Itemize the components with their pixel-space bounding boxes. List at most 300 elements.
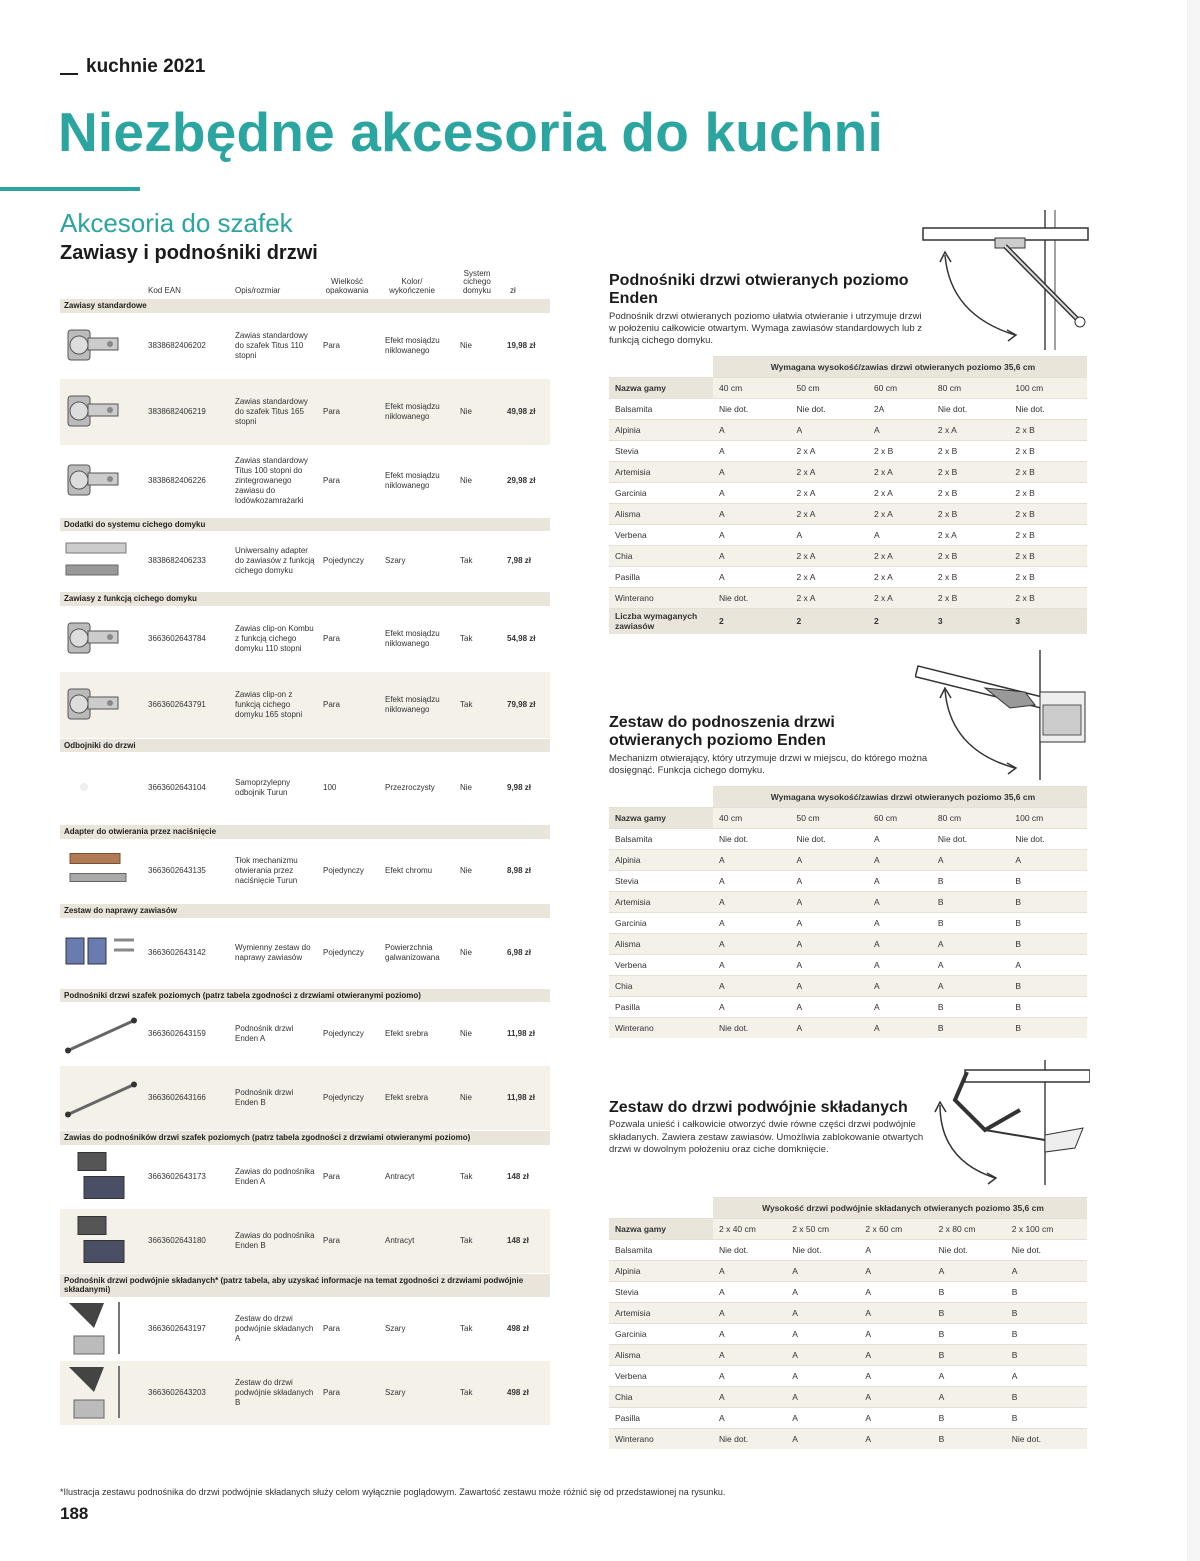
product-image-hinge (64, 320, 136, 372)
product-desc: Zawias clip-on Kombu z funkcją cichego domyku 110 stopni (235, 623, 314, 653)
compat-range-name: Alpinia (609, 419, 713, 440)
compat-cell: A (859, 1344, 932, 1365)
compat-row (609, 1281, 1087, 1302)
compat-row (609, 975, 1087, 996)
enden-lift-set-illustration (915, 650, 1095, 780)
compat-cell: A (868, 996, 932, 1017)
compat-cell: Nie dot. (790, 828, 867, 849)
compat-cell: A (1006, 1365, 1087, 1386)
product-row (60, 1145, 550, 1209)
compat-3-desc: Pozwala unieść i całkowicie otworzyć dwie równe części drzwi podwójnie składanych. Zawiera zestaw zawiasów. Umożliwia zablokowanie otwartych drzwi w dowolnym położeniu oraz ciche domknięcie. (609, 1119, 924, 1156)
compat-cell: A (790, 524, 867, 545)
compat-range-name: Alisma (609, 503, 713, 524)
compat-corner (609, 1197, 713, 1218)
compat-size-row (609, 377, 1087, 398)
product-price: 29,98 zł (507, 475, 536, 485)
compat-cell: 2 x A (932, 524, 1009, 545)
product-price: 148 zł (507, 1235, 529, 1245)
compat-cell: A (786, 1407, 859, 1428)
compat-header: Wymagana wysokość/zawias drzwi otwieranych poziomo 35,6 cm (713, 786, 1087, 807)
compat-cell: B (933, 1281, 1006, 1302)
compat-range-name: Winterano (609, 1017, 713, 1038)
compat-cell: A (786, 1344, 859, 1365)
compat-row (609, 891, 1087, 912)
product-desc: Zestaw do drzwi podwójnie składanych A (235, 1313, 314, 1343)
product-pack: Pojedynczy (323, 865, 364, 875)
compat-range-name: Verbena (609, 1365, 713, 1386)
product-system: Tak (460, 1171, 473, 1181)
product-system: Tak (460, 1387, 473, 1397)
compat-cell: 2 x B (932, 587, 1009, 608)
product-image-repair (64, 932, 136, 974)
product-system: Nie (460, 1093, 473, 1103)
compat-cell: 2 x B (932, 482, 1009, 503)
product-category: Zawias do podnośników drzwi szafek poziomych (patrz tabela zgodności z drzwiami otwieranymi poziomo) (60, 1131, 550, 1145)
compat-cell: 2 x A (790, 503, 867, 524)
product-row (60, 445, 550, 517)
product-pack: Para (323, 406, 340, 416)
product-ean: 3838682406226 (148, 475, 206, 485)
compat-row (609, 419, 1087, 440)
compat-cell: 2 x B (1009, 524, 1087, 545)
compat-cell: 2 x A (790, 587, 867, 608)
product-image-lift (64, 1011, 136, 1058)
product-table (60, 264, 550, 1425)
product-price: 54,98 zł (507, 633, 536, 643)
product-color: Efekt mosiądzu niklowanego (385, 470, 440, 490)
compat-cell: B (1006, 1281, 1087, 1302)
product-category: Podnośniki drzwi szafek poziomych (patrz tabela zgodności z drzwiami otwieranymi poziomo) (60, 989, 550, 1003)
compat-total-label: Liczba wymaganych zawiasów (609, 608, 713, 634)
compat-cell: A (713, 461, 790, 482)
compat-section-2-text (609, 714, 929, 777)
product-color: Efekt mosiądzu niklowanego (385, 335, 440, 355)
compat-1-desc: Podnośnik drzwi otwieranych poziomo ułatwia otwieranie i utrzymuje drzwi w położeniu całkowicie otwartym. Wymaga zawiasów standardowych lub z funkcją cichego domyku. (609, 310, 923, 347)
product-desc: Zawias standardowy do szafek Titus 110 stopni (235, 330, 308, 360)
compat-cell: B (1006, 1323, 1087, 1344)
compat-cell: B (933, 1323, 1006, 1344)
compat-range-name: Verbena (609, 954, 713, 975)
compat-cell: A (790, 933, 867, 954)
compat-cell: A (1009, 954, 1087, 975)
compat-cell: A (932, 933, 1009, 954)
compat-cell: A (868, 933, 932, 954)
product-ean: 3663602643791 (148, 699, 206, 709)
col-pack: Wielkość opakowania (325, 277, 369, 296)
compat-cell: Nie dot. (932, 828, 1009, 849)
product-price: 79,98 zł (507, 699, 536, 709)
product-system: Nie (460, 475, 473, 485)
compat-size-row (609, 1218, 1087, 1239)
product-image-hinge (64, 386, 136, 438)
compat-cell: A (868, 1017, 932, 1038)
compat-corner (609, 786, 713, 807)
compat-cell: A (868, 954, 932, 975)
product-row (60, 379, 550, 445)
compat-cell: B (1009, 933, 1087, 954)
compat-cell: Nie dot. (713, 1239, 786, 1260)
compat-cell: B (933, 1344, 1006, 1365)
product-desc: Zawias clip-on z funkcją cichego domyku 165 stopni (235, 689, 303, 719)
compat-cell: 2 x A (868, 545, 932, 566)
product-price: 11,98 zł (507, 1093, 536, 1103)
product-system: Tak (460, 633, 473, 643)
compat-range-name: Pasilla (609, 566, 713, 587)
compat-cell: A (868, 419, 932, 440)
product-desc: Wymienny zestaw do naprawy zawiasów (235, 942, 311, 962)
compat-table-3 (609, 1197, 1087, 1449)
product-system: Tak (460, 1323, 473, 1333)
product-desc: Zestaw do drzwi podwójnie składanych B (235, 1377, 314, 1407)
compat-range-name: Verbena (609, 524, 713, 545)
compat-cell: A (868, 870, 932, 891)
product-desc: Podnośnik drzwi Enden B (235, 1088, 294, 1108)
product-row (60, 1209, 550, 1273)
compat-cell: 2 x A (790, 566, 867, 587)
product-image-hinge (64, 455, 136, 507)
product-category: Dodatki do systemu cichego domyku (60, 518, 550, 532)
compat-cell: 2 x A (868, 503, 932, 524)
product-color: Efekt mosiądzu niklowanego (385, 401, 440, 421)
product-pack: Para (323, 1323, 340, 1333)
compat-range-name: Garcinia (609, 912, 713, 933)
compat-cell: B (1009, 912, 1087, 933)
compat-total-value: 2 (868, 608, 932, 634)
compat-cell: A (859, 1386, 932, 1407)
compat-row (609, 461, 1087, 482)
compat-cell: B (933, 1407, 1006, 1428)
product-pack: Para (323, 633, 340, 643)
compat-row (609, 1017, 1087, 1038)
product-desc: Zawias do podnośnika Enden B (235, 1230, 315, 1250)
compat-section-1-text (609, 272, 929, 348)
compat-row (609, 933, 1087, 954)
compat-cell: A (790, 891, 867, 912)
compat-cell: A (1006, 1260, 1087, 1281)
product-color: Powierzchnia galwanizowana (385, 942, 440, 962)
product-color: Efekt mosiądzu niklowanego (385, 694, 440, 714)
compat-total-value: 3 (1009, 608, 1087, 634)
compat-size: 80 cm (932, 807, 1009, 828)
product-pack: Pojedynczy (323, 947, 364, 957)
compat-range-name: Alpinia (609, 1260, 713, 1281)
product-color: Szary (385, 1323, 406, 1333)
compat-total-value: 3 (932, 608, 1009, 634)
compat-range-name: Winterano (609, 587, 713, 608)
product-ean: 3663602643159 (148, 1029, 206, 1039)
compat-range-name: Artemisia (609, 1302, 713, 1323)
compat-cell: A (713, 1323, 786, 1344)
compat-row (609, 398, 1087, 419)
product-image-bifold (64, 1298, 136, 1360)
compat-cell: Nie dot. (786, 1239, 859, 1260)
compat-cell: A (859, 1239, 932, 1260)
product-color: Efekt srebra (385, 1093, 429, 1103)
compat-cell: A (713, 482, 790, 503)
compat-cell: 2 x A (790, 461, 867, 482)
compat-cell: 2 x B (932, 503, 1009, 524)
compat-cell: A (713, 503, 790, 524)
product-system: Nie (460, 783, 473, 793)
product-color: Efekt chromu (385, 865, 433, 875)
compat-cell: 2 x B (932, 440, 1009, 461)
compat-size: 40 cm (713, 377, 790, 398)
compat-corner (609, 356, 713, 377)
compat-cell: A (713, 524, 790, 545)
product-ean: 3663602643173 (148, 1171, 206, 1181)
product-pack: Pojedynczy (323, 1093, 364, 1103)
compat-cell: A (790, 1017, 867, 1038)
product-color: Szary (385, 556, 406, 566)
title-rule (0, 187, 140, 191)
compat-cell: A (932, 975, 1009, 996)
compat-row (609, 1260, 1087, 1281)
page-title: Niezbędne akcesoria do kuchni (58, 101, 883, 163)
compat-cell: Nie dot. (713, 1428, 786, 1449)
compat-row (609, 503, 1087, 524)
compat-cell: B (932, 891, 1009, 912)
product-price: 7,98 zł (507, 556, 532, 566)
compat-cell: A (790, 912, 867, 933)
compat-cell: A (713, 1260, 786, 1281)
product-category: Zestaw do naprawy zawiasów (60, 904, 550, 918)
page-edge-strip (1187, 0, 1200, 1561)
product-price: 19,98 zł (507, 340, 536, 350)
product-desc: Zawias standardowy do szafek Titus 165 stopni (235, 396, 308, 426)
compat-cell: Nie dot. (1009, 828, 1087, 849)
compat-cell: Nie dot. (1006, 1239, 1087, 1260)
compat-size: 2 x 80 cm (933, 1218, 1006, 1239)
compat-cell: A (868, 828, 932, 849)
product-price: 6,98 zł (507, 947, 532, 957)
compat-table-2 (609, 786, 1087, 1038)
compat-cell: B (1009, 996, 1087, 1017)
compat-size: 2 x 50 cm (786, 1218, 859, 1239)
compat-range-name: Stevia (609, 870, 713, 891)
compat-row (609, 1428, 1087, 1449)
compat-header: Wymagana wysokość/zawias drzwi otwieranych poziomo 35,6 cm (713, 356, 1087, 377)
compat-cell: A (786, 1428, 859, 1449)
compat-cell: B (933, 1428, 1006, 1449)
product-price: 49,98 zł (507, 406, 536, 416)
compat-range-label: Nazwa gamy (609, 807, 713, 828)
product-pack: Para (323, 1235, 340, 1245)
product-image-hinge (64, 613, 136, 665)
compat-cell: 2 x B (1009, 440, 1087, 461)
compat-cell: 2 x B (932, 566, 1009, 587)
compat-cell: A (859, 1407, 932, 1428)
product-row (60, 918, 550, 988)
product-system: Tak (460, 1235, 473, 1245)
compat-cell: 2A (868, 398, 932, 419)
compat-range-name: Balsamita (609, 1239, 713, 1260)
compat-cell: A (713, 545, 790, 566)
compat-row (609, 545, 1087, 566)
compat-cell: A (713, 912, 790, 933)
compat-cell: A (868, 912, 932, 933)
compat-row (609, 1344, 1087, 1365)
product-ean: 3663602643142 (148, 947, 206, 957)
product-row (60, 313, 550, 379)
compat-cell: A (713, 1365, 786, 1386)
compat-size: 80 cm (932, 377, 1009, 398)
compat-cell: A (786, 1302, 859, 1323)
product-pack: Para (323, 1171, 340, 1181)
product-image-piston (64, 847, 136, 894)
product-category: Zawiasy standardowe (60, 299, 550, 313)
compat-range-name: Chia (609, 1386, 713, 1407)
product-system: Nie (460, 947, 473, 957)
compat-cell: 2 x B (1009, 503, 1087, 524)
compat-row (609, 996, 1087, 1017)
col-system: System cichego domyku (462, 268, 491, 296)
product-pack: Para (323, 699, 340, 709)
product-table-body (60, 299, 550, 1425)
compat-range-name: Garcinia (609, 482, 713, 503)
product-ean: 3663602643197 (148, 1323, 206, 1333)
product-category: Zawiasy z funkcją cichego domyku (60, 592, 550, 606)
product-category: Adapter do otwierania przez naciśnięcie (60, 825, 550, 839)
compat-section-3-text (609, 1099, 929, 1156)
compat-cell: A (786, 1365, 859, 1386)
compat-size: 60 cm (868, 377, 932, 398)
product-row (60, 1002, 550, 1066)
compat-cell: A (868, 891, 932, 912)
compat-size: 50 cm (790, 377, 867, 398)
compat-range-name: Alpinia (609, 849, 713, 870)
product-ean: 3663602643784 (148, 633, 206, 643)
compat-1-title: Podnośniki drzwi otwieranych poziomo Enden (609, 272, 909, 308)
compat-cell: 2 x B (1009, 419, 1087, 440)
compat-header-row (609, 786, 1087, 807)
compat-cell: 2 x A (868, 566, 932, 587)
compat-size: 2 x 40 cm (713, 1218, 786, 1239)
compat-cell: 2 x B (1009, 461, 1087, 482)
product-color: Antracyt (385, 1235, 415, 1245)
compat-cell: 2 x A (932, 419, 1009, 440)
compat-size: 50 cm (790, 807, 867, 828)
compat-cell: A (713, 1302, 786, 1323)
compat-row (609, 1302, 1087, 1323)
compat-range-label: Nazwa gamy (609, 377, 713, 398)
compat-cell: B (932, 870, 1009, 891)
compat-cell: A (790, 975, 867, 996)
compat-cell: A (859, 1302, 932, 1323)
compat-row (609, 566, 1087, 587)
product-row (60, 1066, 550, 1130)
compat-row (609, 587, 1087, 608)
compat-size: 60 cm (868, 807, 932, 828)
compat-range-name: Artemisia (609, 891, 713, 912)
product-image-lift (64, 1075, 136, 1122)
compat-size-row (609, 807, 1087, 828)
kicker-label: kuchnie 2021 (86, 56, 206, 77)
compat-cell: Nie dot. (713, 398, 790, 419)
compat-row (609, 1365, 1087, 1386)
compat-cell: 2 x A (868, 482, 932, 503)
compat-cell: 2 x B (1009, 566, 1087, 587)
product-pack: Para (323, 1387, 340, 1397)
compat-cell: A (859, 1281, 932, 1302)
compat-cell: B (1006, 1386, 1087, 1407)
compat-cell: B (932, 1017, 1009, 1038)
compat-cell: A (713, 954, 790, 975)
compat-cell: A (713, 849, 790, 870)
compat-cell: Nie dot. (933, 1239, 1006, 1260)
compat-row (609, 482, 1087, 503)
compat-cell: A (786, 1386, 859, 1407)
product-pack: Para (323, 340, 340, 350)
product-image-plate (64, 1212, 136, 1269)
product-row (60, 1361, 550, 1425)
compat-cell: B (1006, 1302, 1087, 1323)
compat-cell: Nie dot. (713, 828, 790, 849)
product-row (60, 606, 550, 672)
compat-table-1 (609, 356, 1087, 634)
compat-cell: A (713, 996, 790, 1017)
enden-lift-illustration (915, 210, 1095, 350)
compat-cell: A (713, 1344, 786, 1365)
product-row (60, 1297, 550, 1361)
compat-cell: A (786, 1323, 859, 1344)
compat-range-name: Stevia (609, 1281, 713, 1302)
product-system: Tak (460, 699, 473, 709)
col-ean: Kod EAN (148, 286, 181, 296)
compat-range-name: Garcinia (609, 1323, 713, 1344)
compat-cell: A (868, 524, 932, 545)
product-ean: 3663602643203 (148, 1387, 206, 1397)
compat-cell: A (713, 891, 790, 912)
product-price: 11,98 zł (507, 1029, 536, 1039)
compat-range-name: Balsamita (609, 398, 713, 419)
compat-cell: Nie dot. (790, 398, 867, 419)
compat-size: 2 x 60 cm (859, 1218, 932, 1239)
product-image-bifold (64, 1362, 136, 1424)
compat-range-name: Alisma (609, 933, 713, 954)
product-system: Nie (460, 406, 473, 416)
product-price: 498 zł (507, 1323, 529, 1333)
compat-cell: A (932, 954, 1009, 975)
compat-cell: A (713, 566, 790, 587)
product-row (60, 752, 550, 824)
compat-cell: 2 x B (932, 545, 1009, 566)
compat-row (609, 912, 1087, 933)
product-price: 8,98 zł (507, 865, 532, 875)
compat-cell: B (1009, 870, 1087, 891)
compat-range-name: Chia (609, 545, 713, 566)
compat-cell: A (790, 419, 867, 440)
compat-row (609, 524, 1087, 545)
compat-row (609, 440, 1087, 461)
compat-cell: A (859, 1323, 932, 1344)
compat-cell: A (786, 1260, 859, 1281)
compat-cell: B (1006, 1344, 1087, 1365)
compat-cell: Nie dot. (932, 398, 1009, 419)
product-system: Nie (460, 340, 473, 350)
compat-cell: A (1009, 849, 1087, 870)
compat-cell: Nie dot. (1006, 1428, 1087, 1449)
product-desc: Zawias standardowy Titus 100 stopni do zintegrowanego zawiasu do lodówkozamrażarki (235, 455, 308, 505)
compat-cell: 2 x B (1009, 545, 1087, 566)
compat-cell: Nie dot. (713, 1017, 790, 1038)
compat-row (609, 828, 1087, 849)
product-system: Tak (460, 556, 473, 566)
product-ean: 3838682406202 (148, 340, 206, 350)
product-color: Efekt mosiądzu niklowanego (385, 628, 440, 648)
section-title: Akcesoria do szafek (60, 208, 293, 238)
product-price: 498 zł (507, 1387, 529, 1397)
compat-cell: A (713, 933, 790, 954)
